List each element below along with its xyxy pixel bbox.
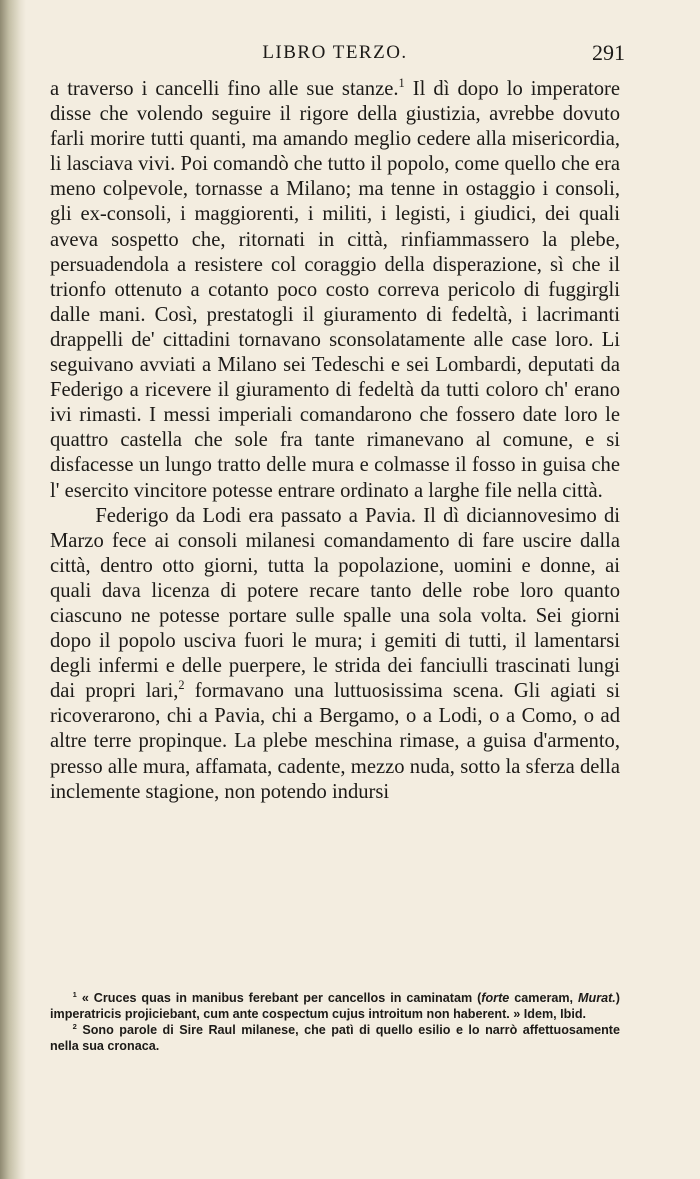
footnote-separator — [50, 986, 620, 987]
footnote-1-text-c: ) imperatricis projiciebant, cum ante cospectum cujus introitum non haberent. » Idem, Ibid. — [50, 991, 620, 1021]
footnote-1-italic-forte: forte — [481, 991, 510, 1005]
footnotes — [50, 990, 620, 1054]
footnote-1-italic-murat: Murat. — [578, 991, 616, 1005]
paragraph-1-text-b: Il dì dopo lo imperatore disse che volendo seguire il rigore della giustizia, avrebbe dovuto farli morire tutti quanti, ma amando meglio cedere alla misericordia, li lasciava vivi. Poi comandò che tutto il popolo, come quello che era meno colpevole, tornasse a Milano; ma tenne in ostaggio i consoli, gli ex-consoli, i maggiorenti, i militi, i legisti, i giudici, dei quali aveva sospetto che, ritornati in città, rinfiammassero la plebe, persuadendola a resistere col coraggio della disperazione, sì che il trionfo ottenuto a cotanto poco costo correva pericolo di fuggirgli dalle mani. Così, prestatogli il giuramento di fedeltà, i lacrimanti drappelli de' cittadini tornavano sconsolatamente alle case loro. Li seguivano avviati a Milano sei Tedeschi e sei Lombardi, deputati da Federigo a ricevere il giuramento di fedeltà da tutti coloro ch' erano ivi rimasti. I messi imperiali comandarono che fossero date loro le quattro castella che sole fra tante rimanevano al comune, e si disfacesse un lungo tratto delle mura e colmasse il fosso in guisa che l' esercito vincitore potesse entrare ordinato a larghe file nella città. — [50, 78, 620, 502]
paragraph-2 — [50, 504, 620, 805]
footnote-1-text-a: « Cruces quas in manibus ferebant per cancellos in caminatam ( — [76, 991, 482, 1005]
footnote-2-text: Sono parole di Sire Raul milanese, che patì di quello esilio e lo narrò affettuosamente nella sua cronaca. — [50, 1023, 620, 1053]
footnote-reference-1: 1 — [398, 76, 405, 91]
body-text — [50, 77, 620, 805]
running-title: LIBRO TERZO. — [262, 42, 408, 63]
footnote-2 — [50, 1022, 620, 1054]
footnote-2-marker: 2 — [72, 1021, 77, 1031]
footnote-1-marker: 1 — [72, 989, 77, 999]
footnote-1-text-b: cameram, — [509, 991, 579, 1005]
book-spine-shadow — [0, 0, 26, 1179]
footnote-reference-2: 2 — [178, 678, 185, 693]
paragraph-2-text-b: formavano una luttuosissima scena. Gli agiati si ricoverarono, chi a Pavia, chi a Bergamo, o a Lodi, o a Como, o ad altre terre propinque. La plebe meschina rimase, a guisa d'armento, presso alle mura, affamata, cadente, mezzo nuda, sotto la sferza della inclemente stagione, non potendo indursi — [50, 680, 621, 803]
page-number: 291 — [592, 40, 625, 65]
paragraph-2-text-a: Federigo da Lodi era passato a Pavia. Il dì diciannovesimo di Marzo fece ai consoli milanesi comandamento di fare uscire dalla città, dentro otto giorni, tutta la popolazione, uomini e donne, ai quali dava licenza di potere recare tanto delle robe loro quanto ciascuno ne potesse portare sulle spalle una sola volta. Sei giorni dopo il popolo usciva fuori le mura; i gemiti di tutti, il lamentarsi degli infermi e delle puerpere, le strida dei fanciulli trascinati lungi dai propri lari, — [50, 504, 620, 703]
footnote-1 — [50, 990, 620, 1022]
paragraph-1 — [50, 77, 620, 504]
paragraph-1-text-a: a traverso i cancelli fino alle sue stanze. — [50, 78, 399, 100]
running-head — [50, 40, 625, 70]
book-page — [50, 0, 625, 1179]
